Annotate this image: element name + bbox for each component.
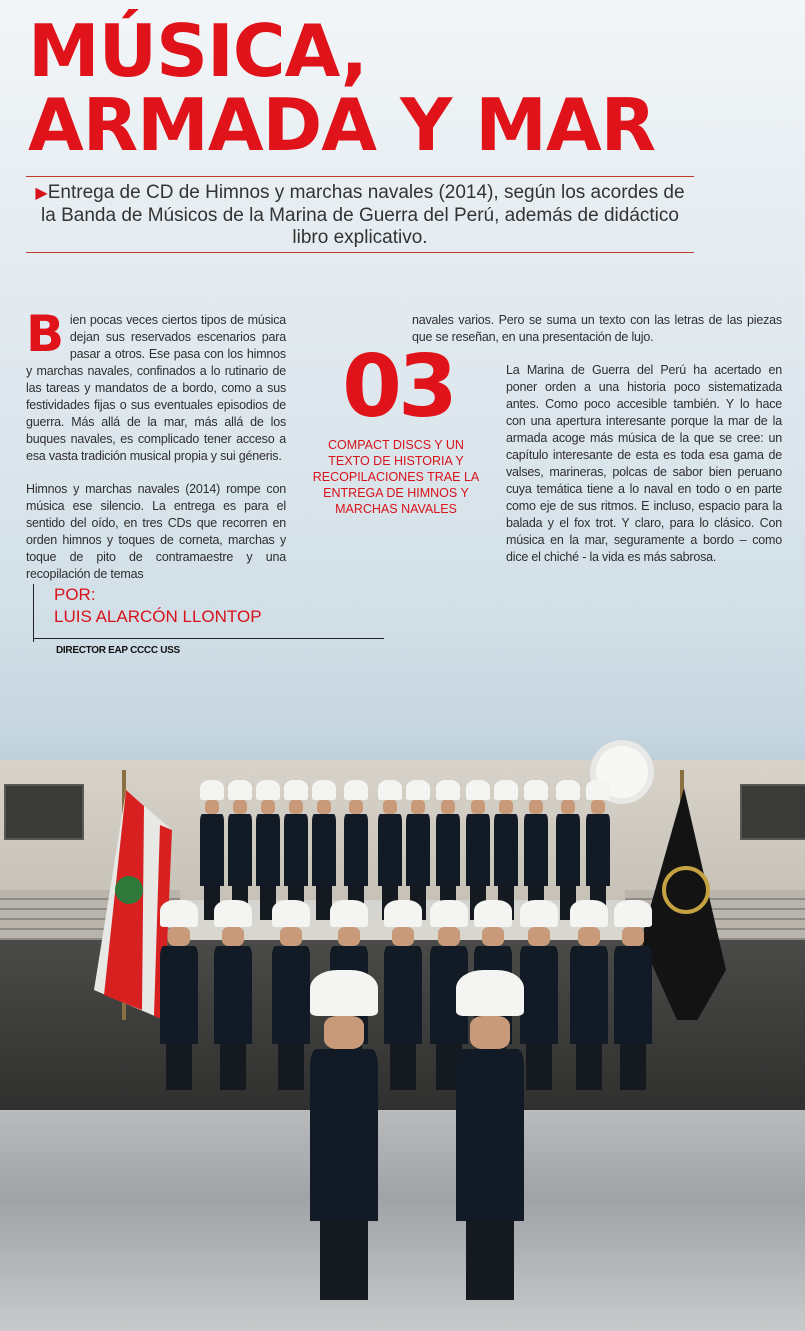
headline <box>28 9 656 167</box>
callout-text: COMPACT DISCS Y UN TEXTO DE HISTORIA Y RECOPILACIONES TRAE LA ENTREGA DE HIMNOS Y MARCHAS NAVALES <box>312 438 480 516</box>
deck-text: Entrega de CD de Himnos y marchas navales (2014), según los acordes de la Banda de Músicos de la Marina de Guerra del Perú, además de didáctico libro explicativo. <box>41 182 685 248</box>
deck-bottom-rule <box>26 252 694 253</box>
band-musician <box>436 780 460 920</box>
band-musician <box>384 900 422 1090</box>
deck <box>26 182 694 249</box>
paragraph-1: Bien pocas veces ciertos tipos de música dejan sus reservados escenarios para pasar a otros. Ese pasa con los himnos y marchas navales, confinados a lo rutinario de las tareas y mandatos de a bordo, como a sus festividades fijas o sus eventuales episodios de guerra. Más allá de la mar, más allá de los buques navales, es complicado tener acceso a esa vasta tradición musical propia y sui géneris. <box>26 305 286 463</box>
headline-line-1: MÚSICA, <box>28 9 368 93</box>
band-musician <box>200 780 224 920</box>
naval-band-photo <box>0 740 805 1331</box>
wall-plaque-left <box>4 784 84 840</box>
band-musician <box>614 900 652 1090</box>
band-musician <box>160 900 198 1090</box>
author-role: DIRECTOR EAP CCCC USS <box>56 645 180 656</box>
band-musician <box>312 780 336 920</box>
band-musician <box>406 780 430 920</box>
band-musician <box>344 780 368 920</box>
column-1 <box>26 305 286 599</box>
column-2-top <box>412 312 782 362</box>
byline-rule <box>33 638 384 639</box>
wall-plaque-right <box>740 784 805 840</box>
callout-number: 03 <box>342 337 454 437</box>
band-musician <box>256 780 280 920</box>
band-musician <box>494 780 518 920</box>
band-musician <box>214 900 252 1090</box>
band-musician <box>520 900 558 1090</box>
band-musician <box>556 780 580 920</box>
paragraph-3: navales varios. Pero se suma un texto con las letras de las piezas que se reseñan, en una presentación de lujo. <box>412 313 782 344</box>
triangle-marker-icon: ▶ <box>35 185 48 202</box>
band-musician <box>466 780 490 920</box>
column-2 <box>506 362 782 582</box>
deck-top-rule <box>26 176 694 177</box>
band-musician <box>570 900 608 1090</box>
headline-line-2: ARMADA Y MAR <box>28 83 656 167</box>
band-musician <box>378 780 402 920</box>
drop-cap: B <box>26 305 64 363</box>
band-musician <box>586 780 610 920</box>
band-musician <box>310 970 378 1300</box>
band-musician <box>456 970 524 1300</box>
band-musician <box>228 780 252 920</box>
paragraph-4: La Marina de Guerra del Perú ha acertado en poner orden a una historia poco sistematizada antes. Como poco accesible también. Y lo hace con una apertura interesante porque la mar de la armada acoge más música de la que se cree: un capítulo interesante de esta es toda esa gama de valses, marineras, polcas de sabor bien peruano cuya temática tiene a lo naval en todo o en parte como eje de sus ritmos. E incluso, espacio para la balada y el fox trot. Y claro, para lo clásico. Con música en la mar, seguramente a bordo – como dice el chiché - la vida es más sabrosa. <box>506 363 782 564</box>
wet-floor <box>0 1110 805 1331</box>
band-musician <box>284 780 308 920</box>
band-musician <box>272 900 310 1090</box>
paragraph-2: Himnos y marchas navales (2014) rompe con música ese silencio. La entrega es para el sentido del oído, en tres CDs que recorren en orden himnos y toques de corneta, marchas y toque de pito de contramaestre y una recopilación de temas <box>26 482 286 581</box>
band-musician <box>524 780 548 920</box>
byline <box>33 584 262 642</box>
author-name: LUIS ALARCÓN LLONTOP <box>54 607 262 626</box>
byline-por: POR: <box>54 585 96 604</box>
